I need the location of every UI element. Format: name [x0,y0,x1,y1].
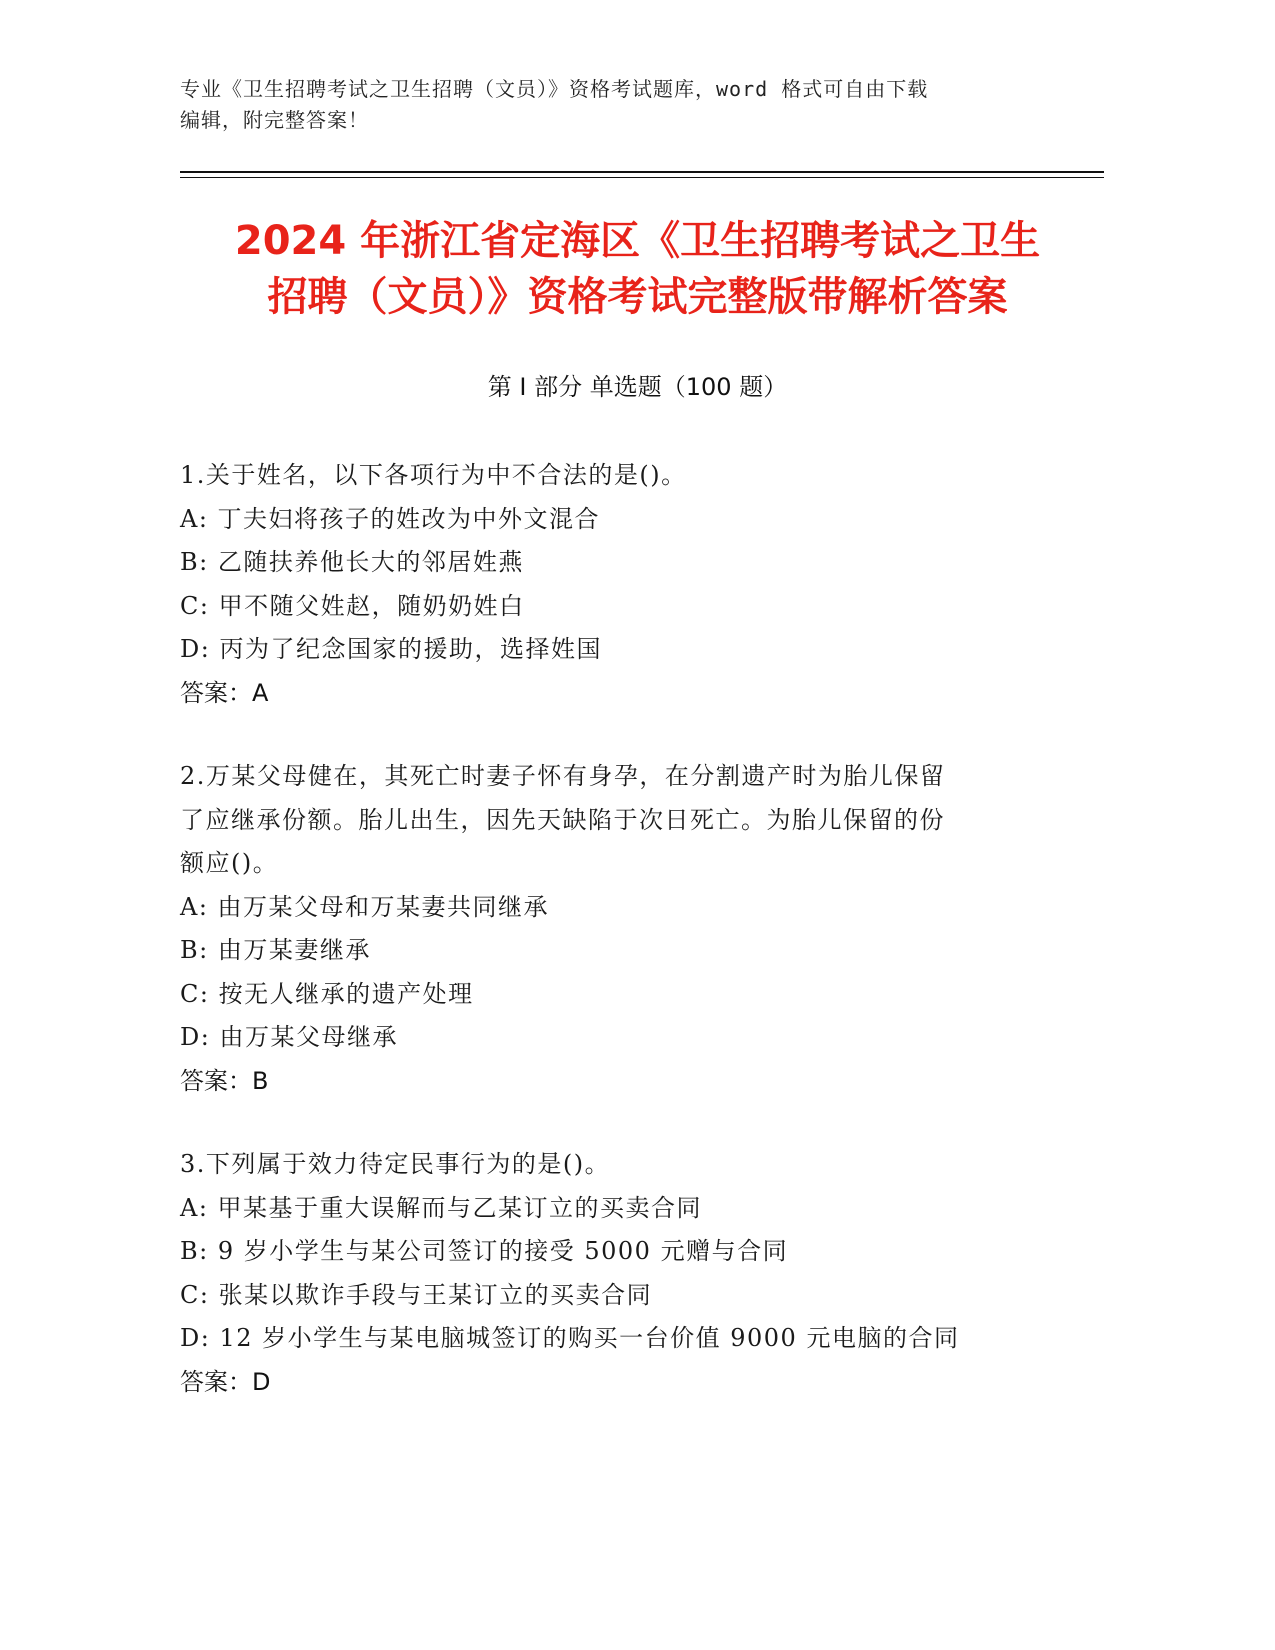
header-note-line: 编辑，附完整答案！ [180,108,369,132]
question-item [180,755,1040,1103]
question-list [180,454,1040,1444]
option-c: C: 按无人继承的遗产处理 [180,979,474,1008]
option-c: C: 张某以欺诈手段与王某订立的买卖合同 [180,1280,653,1309]
document-title [150,213,1125,325]
header-divider-thin [180,177,1104,178]
option-d: D: 12 岁小学生与某电脑城签订的购买一台价值 9000 元电脑的合同 [180,1324,960,1352]
question-stem: 1.关于姓名，以下各项行为中不合法的是()。 [180,461,687,489]
option-c: C: 甲不随父姓赵，随奶奶姓白 [180,591,525,620]
option-b: B: 9 岁小学生与某公司签订的接受 5000 元赠与合同 [180,1237,789,1265]
document-title-line: 2024 年浙江省定海区《卫生招聘考试之卫生 [234,218,1041,264]
document-title-line: 招聘（文员）》资格考试完整版带解析答案 [267,274,1008,320]
option-b: B: 乙随扶养他长大的邻居姓燕 [180,548,524,576]
question-item [180,454,1040,715]
question-stem: 3.下列属于效力待定民事行为的是()。 [180,1150,611,1178]
answer-key: 答案：B [180,1066,269,1095]
question-item [180,1143,1040,1404]
option-a: A: 丁夫妇将孩子的姓改为中外文混合 [180,504,601,533]
option-a: A: 甲某基于重大误解而与乙某订立的买卖合同 [180,1193,703,1222]
header-note [180,74,1060,136]
answer-key: 答案：D [180,1367,271,1396]
question-stem: 2.万某父母健在，其死亡时妻子怀有身孕，在分割遗产时为胎儿保留 [180,762,946,790]
header-note-line: 专业《卫生招聘考试之卫生招聘（文员）》资格考试题库，word 格式可自由下载 [180,77,929,101]
header-divider-thick [180,171,1104,173]
section-title: 第 I 部分 单选题（100 题） [487,373,788,401]
option-d: D: 丙为了纪念国家的援助，选择姓国 [180,635,602,663]
option-d: D: 由万某父母继承 [180,1023,398,1051]
option-b: B: 由万某妻继承 [180,936,371,964]
answer-key: 答案：A [180,678,269,707]
question-stem: 了应继承份额。胎儿出生，因先天缺陷于次日死亡。为胎儿保留的份 [180,805,945,834]
question-stem: 额应()。 [180,849,279,877]
option-a: A: 由万某父母和万某妻共同继承 [180,892,550,921]
